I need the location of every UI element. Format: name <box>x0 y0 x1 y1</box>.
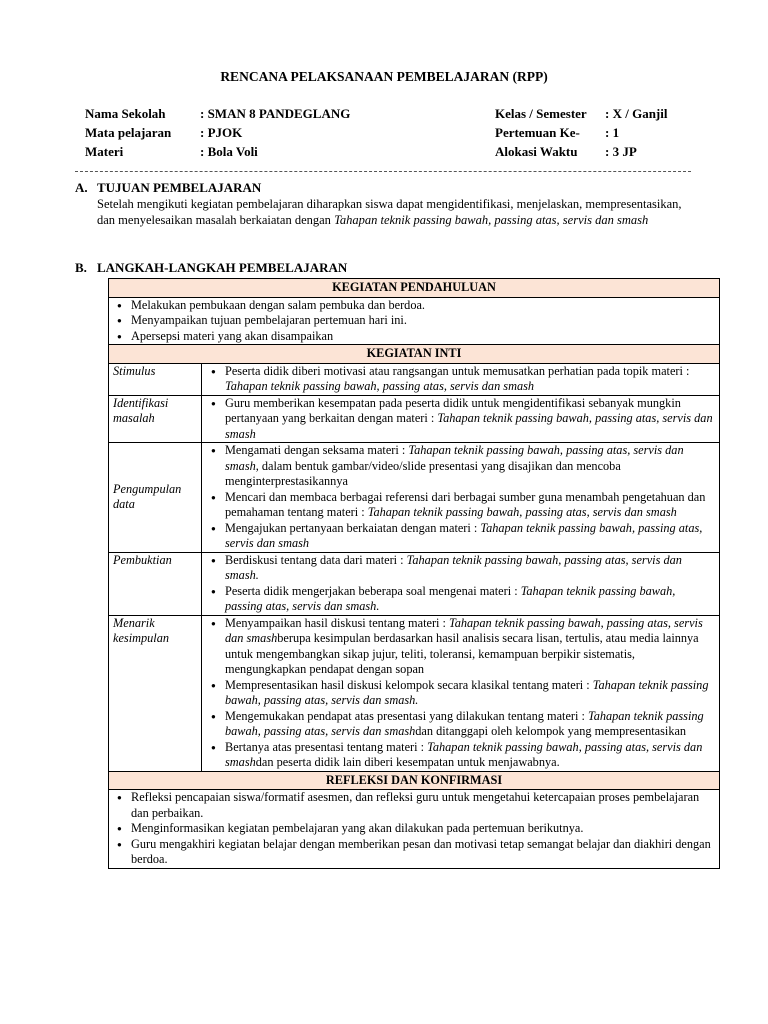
section-a-title: TUJUAN PEMBELAJARAN <box>97 180 262 195</box>
item-text: Mengajukan pertanyaan berkaiatan dengan materi : <box>225 520 481 535</box>
list-item: ● Refleksi pencapaian siswa/formatif asesmen, dan refleksi guru untuk mengetahui ketercapaian proses pembelajaran dan perbaikan. <box>131 790 715 821</box>
item-text: Mempresentasikan hasil diskusi kelompok secara klasikal tentang materi : <box>225 677 593 692</box>
class-label: Kelas / Semester <box>495 106 587 121</box>
list-item: ● Guru mengakhiri kegiatan belajar dengan memberikan pesan dan motivasi tetap semangat belajar dan diakhiri dengan berdoa. <box>131 837 715 868</box>
item-topic: Tahapan teknik passing bawah, passing atas, servis dan smash <box>225 615 703 645</box>
stage-pengumpulan: Pengumpulan data <box>109 443 202 553</box>
school-value: : SMAN 8 PANDEGLANG <box>200 106 351 121</box>
identifikasi-items <box>202 395 720 443</box>
item-text: Bertanya atas presentasi tentang materi : <box>225 739 428 754</box>
section-b-title: LANGKAH-LANGKAH PEMBELAJARAN <box>97 260 348 275</box>
list-item <box>225 443 715 490</box>
table-row <box>109 345 720 364</box>
item-topic: Tahapan teknik passing bawah, passing atas, servis dan smash <box>367 505 677 519</box>
item-text: Mencari dan membaca berbagai referensi dari berbagai sumber guna menambah pengetahuan dan pemahaman tentang materi : <box>225 489 706 519</box>
pendahuluan-header: KEGIATAN PENDAHULUAN <box>109 279 720 298</box>
subject-value: : PJOK <box>200 125 243 140</box>
stage-identifikasi: Identifikasi masalah <box>109 395 202 443</box>
list-item: ● Apersepsi materi yang akan disampaikan <box>131 329 715 345</box>
list-item <box>225 709 715 740</box>
objectives-topic: Tahapan teknik passing bawah, passing atas, servis dan smash <box>334 213 649 227</box>
stage-menarik: Menarik kesimpulan <box>109 615 202 771</box>
item-text: Guru memberikan kesempatan pada peserta didik untuk mengidentifikasi sebanyak mungkin pertanyaan yang berkaitan dengan materi : <box>225 395 681 425</box>
header-info <box>85 106 685 163</box>
objectives-body: Setelah mengikuti kegiatan pembelajaran diharapkan siswa dapat mengidentifikasi, menjelaskan, mempresentasikan, dan menyelesaikan masalah berkaiatan dengan <box>97 197 682 227</box>
pembuktian-items <box>202 552 720 615</box>
table-row <box>109 443 720 553</box>
subject-label: Mata pelajaran <box>85 125 172 140</box>
refleksi-cell <box>109 790 720 869</box>
pengumpulan-items <box>202 443 720 553</box>
item-topic: Tahapan teknik passing bawah, passing atas, servis dan smash <box>225 443 684 473</box>
item-topic: Tahapan teknik passing bawah, passing atas, servis dan smash <box>225 739 703 769</box>
table-row <box>109 363 720 395</box>
table-row <box>109 552 720 615</box>
list-item <box>225 616 715 678</box>
table-row <box>109 297 720 345</box>
section-objectives <box>75 180 695 228</box>
item-text: Berdiskusi tentang data dari materi : <box>225 552 407 567</box>
list-item <box>225 364 715 395</box>
dashed-divider <box>75 171 691 172</box>
stimulus-items <box>202 363 720 395</box>
refleksi-header: REFLEKSI DAN KONFIRMASI <box>109 771 720 790</box>
section-a-number: A. <box>75 180 88 195</box>
inti-header: KEGIATAN INTI <box>109 345 720 364</box>
list-item <box>225 490 715 521</box>
list-item <box>225 396 715 443</box>
item-text: Peserta didik diberi motivasi atau rangsangan untuk memusatkan perhatian pada topik materi : <box>225 363 690 378</box>
section-b-number: B. <box>75 260 87 275</box>
item-topic: Tahapan teknik passing bawah, passing atas, servis dan smash <box>225 708 704 738</box>
table-row <box>109 279 720 298</box>
objectives-text <box>97 196 695 228</box>
time-label: Alokasi Waktu <box>495 144 578 159</box>
item-text: Mengemukakan pendapat atas presentasi yang dilakukan tentang materi : <box>225 708 588 723</box>
list-item: ● Menginformasikan kegiatan pembelajaran yang akan dilakukan pada pertemuan berikutnya. <box>131 821 715 837</box>
material-value: : Bola Voli <box>200 144 258 159</box>
stage-pembuktian: Pembuktian <box>109 552 202 615</box>
list-item: ● Melakukan pembukaan dengan salam pembuka dan berdoa. <box>131 298 715 314</box>
menarik-items <box>202 615 720 771</box>
item-text: Peserta didik mengerjakan beberapa soal mengenai materi : <box>225 583 521 598</box>
page-title: RENCANA PELAKSANAAN PEMBELAJARAN (RPP) <box>220 69 548 84</box>
section-steps <box>75 260 695 276</box>
section-a-heading <box>75 180 695 196</box>
item-text: Mengamati dengan seksama materi : <box>225 443 409 457</box>
item-text: , dalam bentuk gambar/video/slide presentasi yang disajikan dan mencoba menginterprestasikannya <box>225 458 621 488</box>
material-label: Materi <box>85 144 124 159</box>
time-value: : 3 JP <box>605 144 637 159</box>
item-topic: Tahapan teknik passing bawah, passing atas, servis dan smash <box>225 411 713 441</box>
list-item <box>225 521 715 552</box>
list-item: ● Peserta didik mengerjakan beberapa soal mengenai materi : Tahapan teknik passing bawah, passing atas, servis dan smash. <box>225 584 715 615</box>
pendahuluan-cell <box>109 297 720 345</box>
stage-stimulus: Stimulus <box>109 363 202 395</box>
item-text: Menyampaikan hasil diskusi tentang materi : <box>225 615 450 630</box>
list-item: ● Mempresentasikan hasil diskusi kelompok secara klasikal tentang materi : Tahapan teknik passing bawah, passing atas, servis dan smash. <box>225 678 715 709</box>
list-item: ● Menyampaikan tujuan pembelajaran pertemuan hari ini. <box>131 313 715 329</box>
item-topic: Tahapan teknik passing bawah, passing atas, servis dan smash <box>225 552 682 582</box>
table-row <box>109 771 720 790</box>
item-text: berupa kesimpulan berdasarkan hasil analisis secara lisan, tertulis, atau media lainnya untuk mengembangkan sikap jujur, teliti, toleransi, kemampuan berpikir sistematis, mengungkapkan pendapat dengan sopan <box>225 631 699 676</box>
item-topic: Tahapan teknik passing bawah, passing atas, servis dan smash <box>225 677 709 707</box>
meeting-label: Pertemuan Ke- <box>495 125 580 140</box>
table-row <box>109 615 720 771</box>
section-b-heading <box>75 260 695 276</box>
list-item: ● Berdiskusi tentang data dari materi : Tahapan teknik passing bawah, passing atas, servis dan smash. <box>225 553 715 584</box>
item-text: dan ditanggapi oleh kelompok yang mempresentasikan <box>415 724 687 738</box>
list-item <box>225 740 715 771</box>
table-row <box>109 790 720 869</box>
item-text: dan peserta didik lain diberi kesempatan untuk menjawabnya. <box>255 755 560 769</box>
item-topic: Tahapan teknik passing bawah, passing atas, servis dan smash <box>225 379 535 393</box>
meeting-value: : 1 <box>605 125 620 140</box>
steps-table <box>108 278 720 869</box>
item-topic: Tahapan teknik passing bawah, passing atas, servis dan smash <box>225 520 703 550</box>
class-value: : X / Ganjil <box>605 106 668 121</box>
item-topic: Tahapan teknik passing bawah, passing atas, servis dan smash <box>225 583 676 613</box>
school-label: Nama Sekolah <box>85 106 166 121</box>
table-row <box>109 395 720 443</box>
